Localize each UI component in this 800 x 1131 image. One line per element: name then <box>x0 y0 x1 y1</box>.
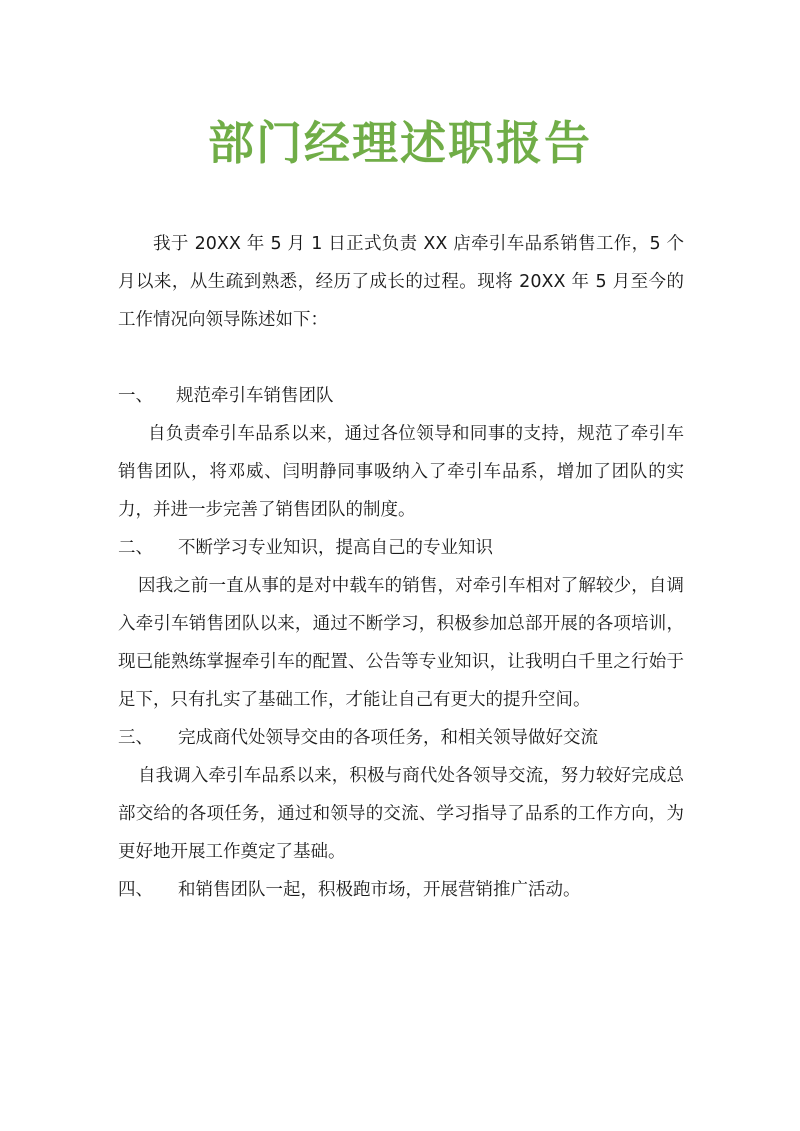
intro-paragraph: 我于 20XX 年 5 月 1 日正式负责 XX 店牵引车品系销售工作，5 个月以来，从生疏到熟悉，经历了成长的过程。现将 20XX 年 5 月至今的工作情况向领导陈述如下： <box>118 234 684 330</box>
section-title-3: 完成商代处领导交由的各项任务，和相关领导做好交流 <box>178 728 598 748</box>
section-heading-1 <box>118 377 684 415</box>
section-title-2: 不断学习专业知识，提高自己的专业知识 <box>178 538 493 558</box>
section-title-4: 和销售团队一起，积极跑市场，开展营销推广活动。 <box>178 880 581 900</box>
section-body-1: 自负责牵引车品系以来，通过各位领导和同事的支持，规范了牵引车销售团队，将邓威、闫明静同事吸纳入了牵引车品系，增加了团队的实力，并进一步完善了销售团队的制度。 <box>118 424 684 520</box>
section-heading-3 <box>118 719 684 757</box>
section-number-1: 一、 <box>118 386 153 406</box>
document-body <box>118 225 684 909</box>
section-heading-2 <box>118 529 684 567</box>
blank-line <box>118 339 684 377</box>
section-heading-4 <box>118 871 684 909</box>
document-title: 部门经理述职报告 <box>208 116 592 170</box>
section-number-3: 三、 <box>118 728 153 748</box>
section-body-2: 因我之前一直从事的是对中载车的销售，对牵引车相对了解较少，自调入牵引车销售团队以来，通过不断学习，积极参加总部开展的各项培训，现已能熟练掌握牵引车的配置、公告等专业知识，让我明白千里之行始于足下，只有扎实了基础工作，才能让自己有更大的提升空间。 <box>118 576 684 710</box>
section-body-3: 自我调入牵引车品系以来，积极与商代处各领导交流，努力较好完成总部交给的各项任务，通过和领导的交流、学习指导了品系的工作方向，为更好地开展工作奠定了基础。 <box>118 766 684 862</box>
section-title-1: 规范牵引车销售团队 <box>176 386 334 406</box>
section-number-4: 四、 <box>118 880 153 900</box>
section-number-2: 二、 <box>118 538 153 558</box>
